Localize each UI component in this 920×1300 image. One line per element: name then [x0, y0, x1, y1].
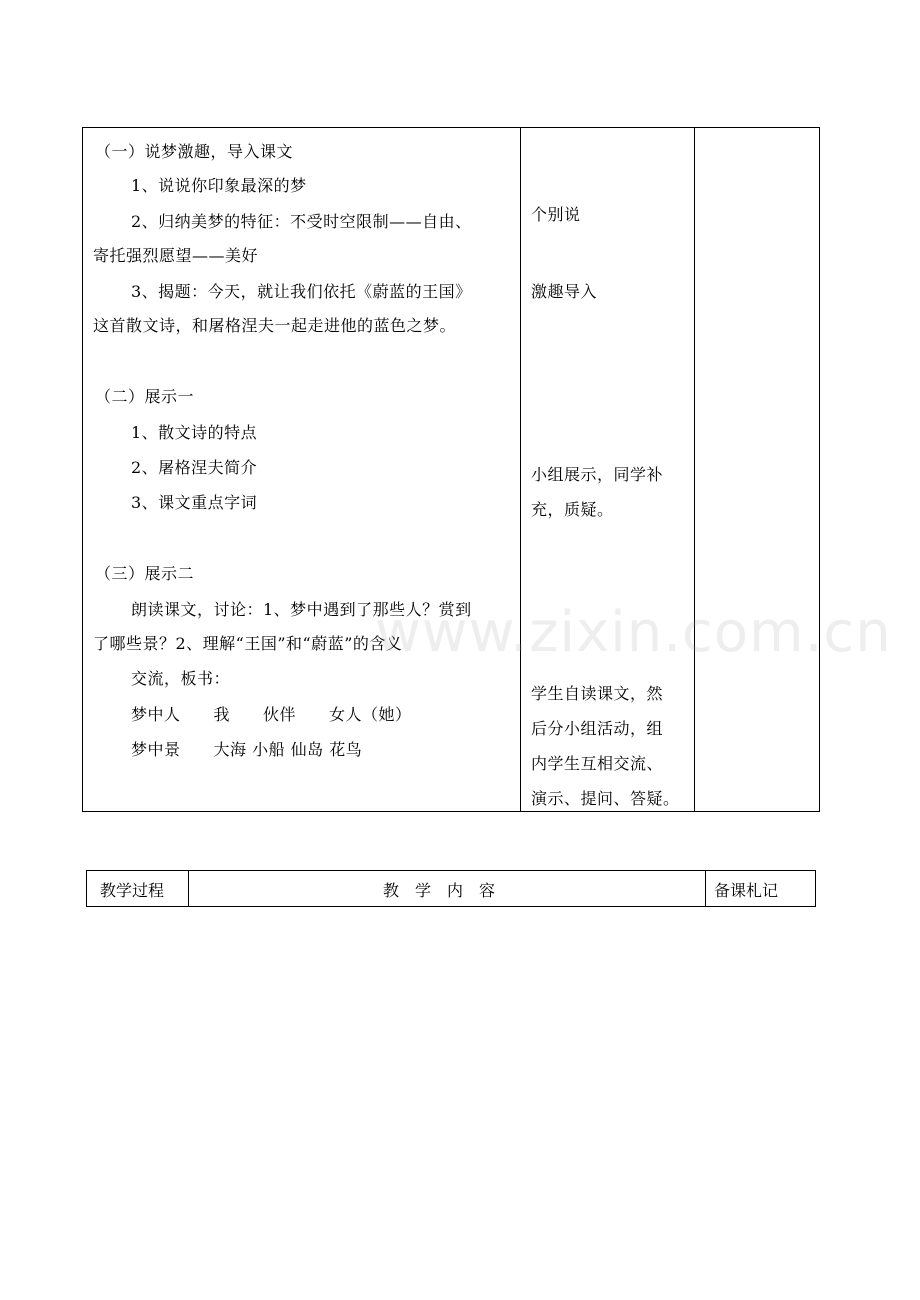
section-heading-2: （二）展示一	[95, 387, 195, 406]
header-teaching-content: 教 学 内 容	[383, 881, 496, 900]
activity-line: 个别说	[531, 205, 581, 224]
activity-line: 激趣导入	[531, 282, 598, 301]
column-divider	[520, 128, 521, 811]
content-line: 2、屠格涅夫简介	[131, 458, 258, 477]
activity-line: 演示、提问、答疑。	[531, 789, 680, 808]
header-table	[86, 870, 816, 907]
section-heading-3: （三）展示二	[95, 564, 195, 583]
content-line: 了哪些景？2、理解“王国”和“蔚蓝”的含义	[93, 634, 403, 653]
watermark: www.zixin.com.cn	[375, 600, 892, 665]
content-line: 梦中人 我 伙伴 女人（她）	[131, 705, 412, 724]
header-teaching-process: 教学过程	[100, 881, 165, 900]
activity-line: 小组展示，同学补	[531, 465, 664, 484]
content-line: 2、归纳美梦的特征：不受时空限制——自由、	[131, 212, 472, 231]
column-divider	[188, 871, 189, 906]
column-divider	[694, 128, 695, 811]
column-divider	[705, 871, 706, 906]
content-line: 朗读课文，讨论：1、梦中遇到了那些人？赏到	[131, 600, 472, 619]
content-line: 交流，板书：	[131, 669, 231, 688]
content-line: 寄托强烈愿望——美好	[93, 246, 259, 265]
section-heading-1: （一）说梦激趣，导入课文	[95, 142, 294, 161]
content-line: 梦中景 大海 小船 仙岛 花鸟	[131, 740, 363, 759]
content-line: 这首散文诗，和屠格涅夫一起走进他的蓝色之梦。	[93, 316, 457, 335]
content-line: 1、散文诗的特点	[131, 423, 258, 442]
activity-line: 学生自读课文，然	[531, 684, 664, 703]
activity-line: 内学生互相交流、	[531, 754, 664, 773]
header-lesson-notes: 备课札记	[714, 881, 779, 900]
content-line: 3、课文重点字词	[131, 493, 258, 512]
content-line: 1、说说你印象最深的梦	[131, 176, 307, 195]
lesson-plan-table	[82, 127, 820, 812]
content-line: 3、揭题：今天，就让我们依托《蔚蓝的王国》	[131, 282, 472, 301]
activity-line: 充，质疑。	[531, 500, 614, 519]
activity-line: 后分小组活动，组	[531, 719, 664, 738]
